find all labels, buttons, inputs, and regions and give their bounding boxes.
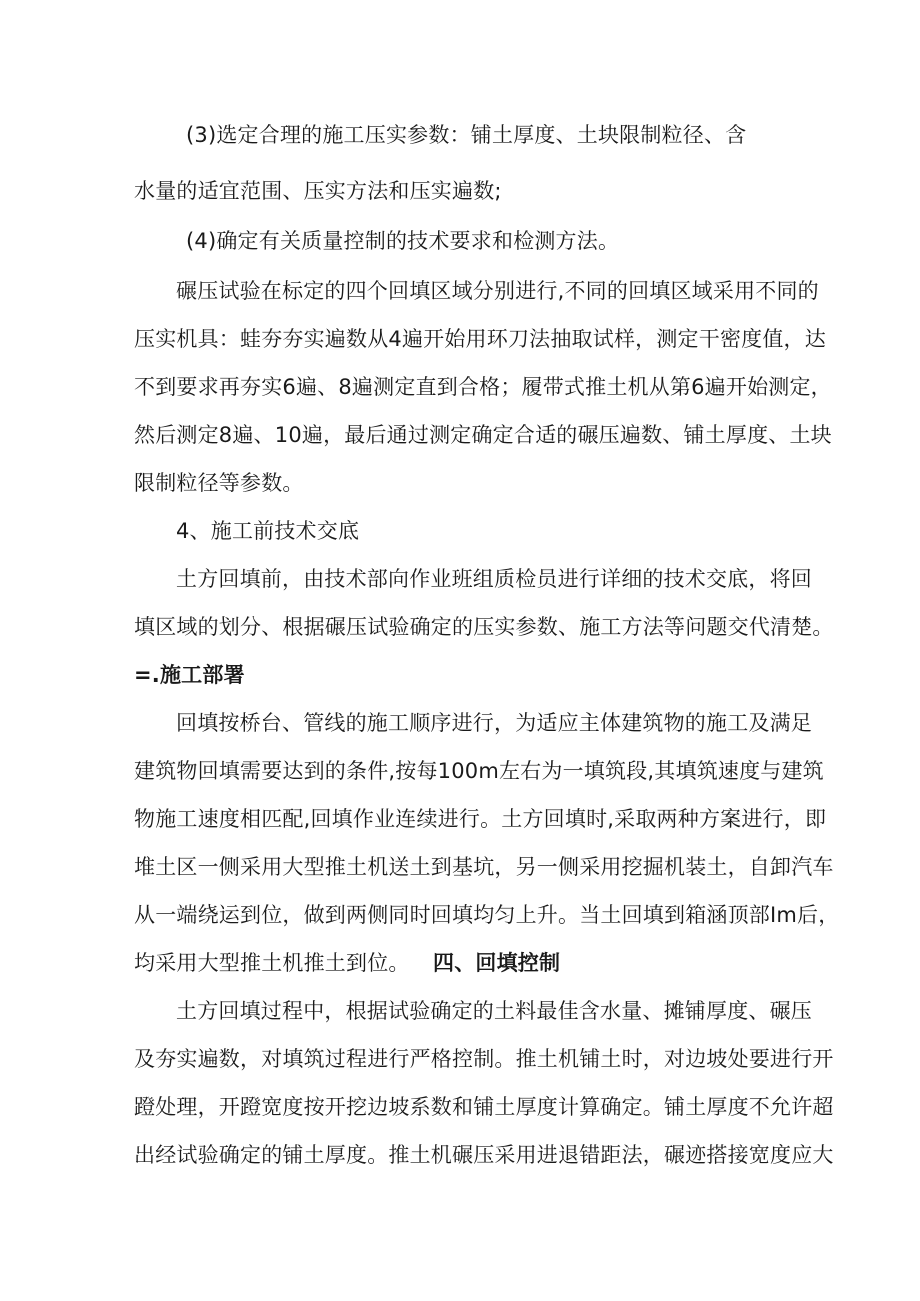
paragraph-control-line-2: 及夯实遍数，对填筑过程进行严格控制。推土机铺土时，对边坡处要进行开 [134,1047,834,1071]
paragraph-compaction-line-2: 压实机具：蛙夯夯实遍数从4遍开始用环刀法抽取试样，测定干密度值，达 [134,327,826,351]
paragraph-compaction-line-5: 限制粒径等参数。 [134,471,304,495]
paragraph-deployment-line-2: 建筑物回填需要达到的条件,按每100m左右为一填筑段,其填筑速度与建筑 [134,759,824,783]
paragraph-control-line-3: 蹬处理，开蹬宽度按开挖边坡系数和铺土厚度计算确定。铺土厚度不允许超 [134,1095,834,1119]
paragraph-compaction-line-4: 然后测定8遍、10遍，最后通过测定确定合适的碾压遍数、铺土厚度、土块 [134,423,832,447]
section-4-heading: 4、施工前技术交底 [176,519,360,543]
paragraph-control-line-4: 出经试验确定的铺土厚度。推土机碾压采用进退错距法，碾迹搭接宽度应大 [134,1143,834,1167]
section-3-heading: =.施工部署 [134,663,245,687]
paragraph-compaction-line-3: 不到要求再夯实6遍、8遍测定直到合格；履带式推土机从第6遍开始测定， [134,375,832,399]
paragraph-briefing-line-1: 土方回填前，由技术部向作业班组质检员进行详细的技术交底，将回 [176,567,812,591]
paragraph-deployment-line-3: 物施工速度相匹配,回填作业连续进行。土方回填时,采取两种方案进行，即 [134,807,827,831]
paragraph-item-4: (4)确定有关质量控制的技术要求和检测方法。 [186,229,620,253]
paragraph-deployment-line-1: 回填按桥台、管线的施工顺序进行，为适应主体建筑物的施工及满足 [176,711,812,735]
paragraph-deployment-line-6: 均采用大型推土机推土到位。 [134,951,410,975]
paragraph-deployment-line-5: 从一端绕运到位，做到两侧同时回填均匀上升。当土回填到箱涵顶部Im后， [134,903,840,927]
paragraph-item-3-line-1: (3)选定合理的施工压实参数：铺土厚度、土块限制粒径、含 [186,123,747,147]
paragraph-item-3-line-2: 水量的适宜范围、压实方法和压实遍数; [134,179,502,203]
paragraph-deployment-line-4: 堆土区一侧采用大型推土机送土到基坑，另一侧采用挖掘机装土，自卸汽车 [134,855,834,879]
paragraph-control-line-1: 土方回填过程中，根据试验确定的土料最佳含水量、摊铺厚度、碾压 [176,999,812,1023]
paragraph-compaction-line-1: 碾压试验在标定的四个回填区域分别进行,不同的回填区域采用不同的 [176,279,819,303]
paragraph-briefing-line-2: 填区域的划分、根据碾压试验确定的压实参数、施工方法等问题交代清楚。 [134,615,834,639]
section-4-backfill-heading: 四、回填控制 [433,951,561,975]
